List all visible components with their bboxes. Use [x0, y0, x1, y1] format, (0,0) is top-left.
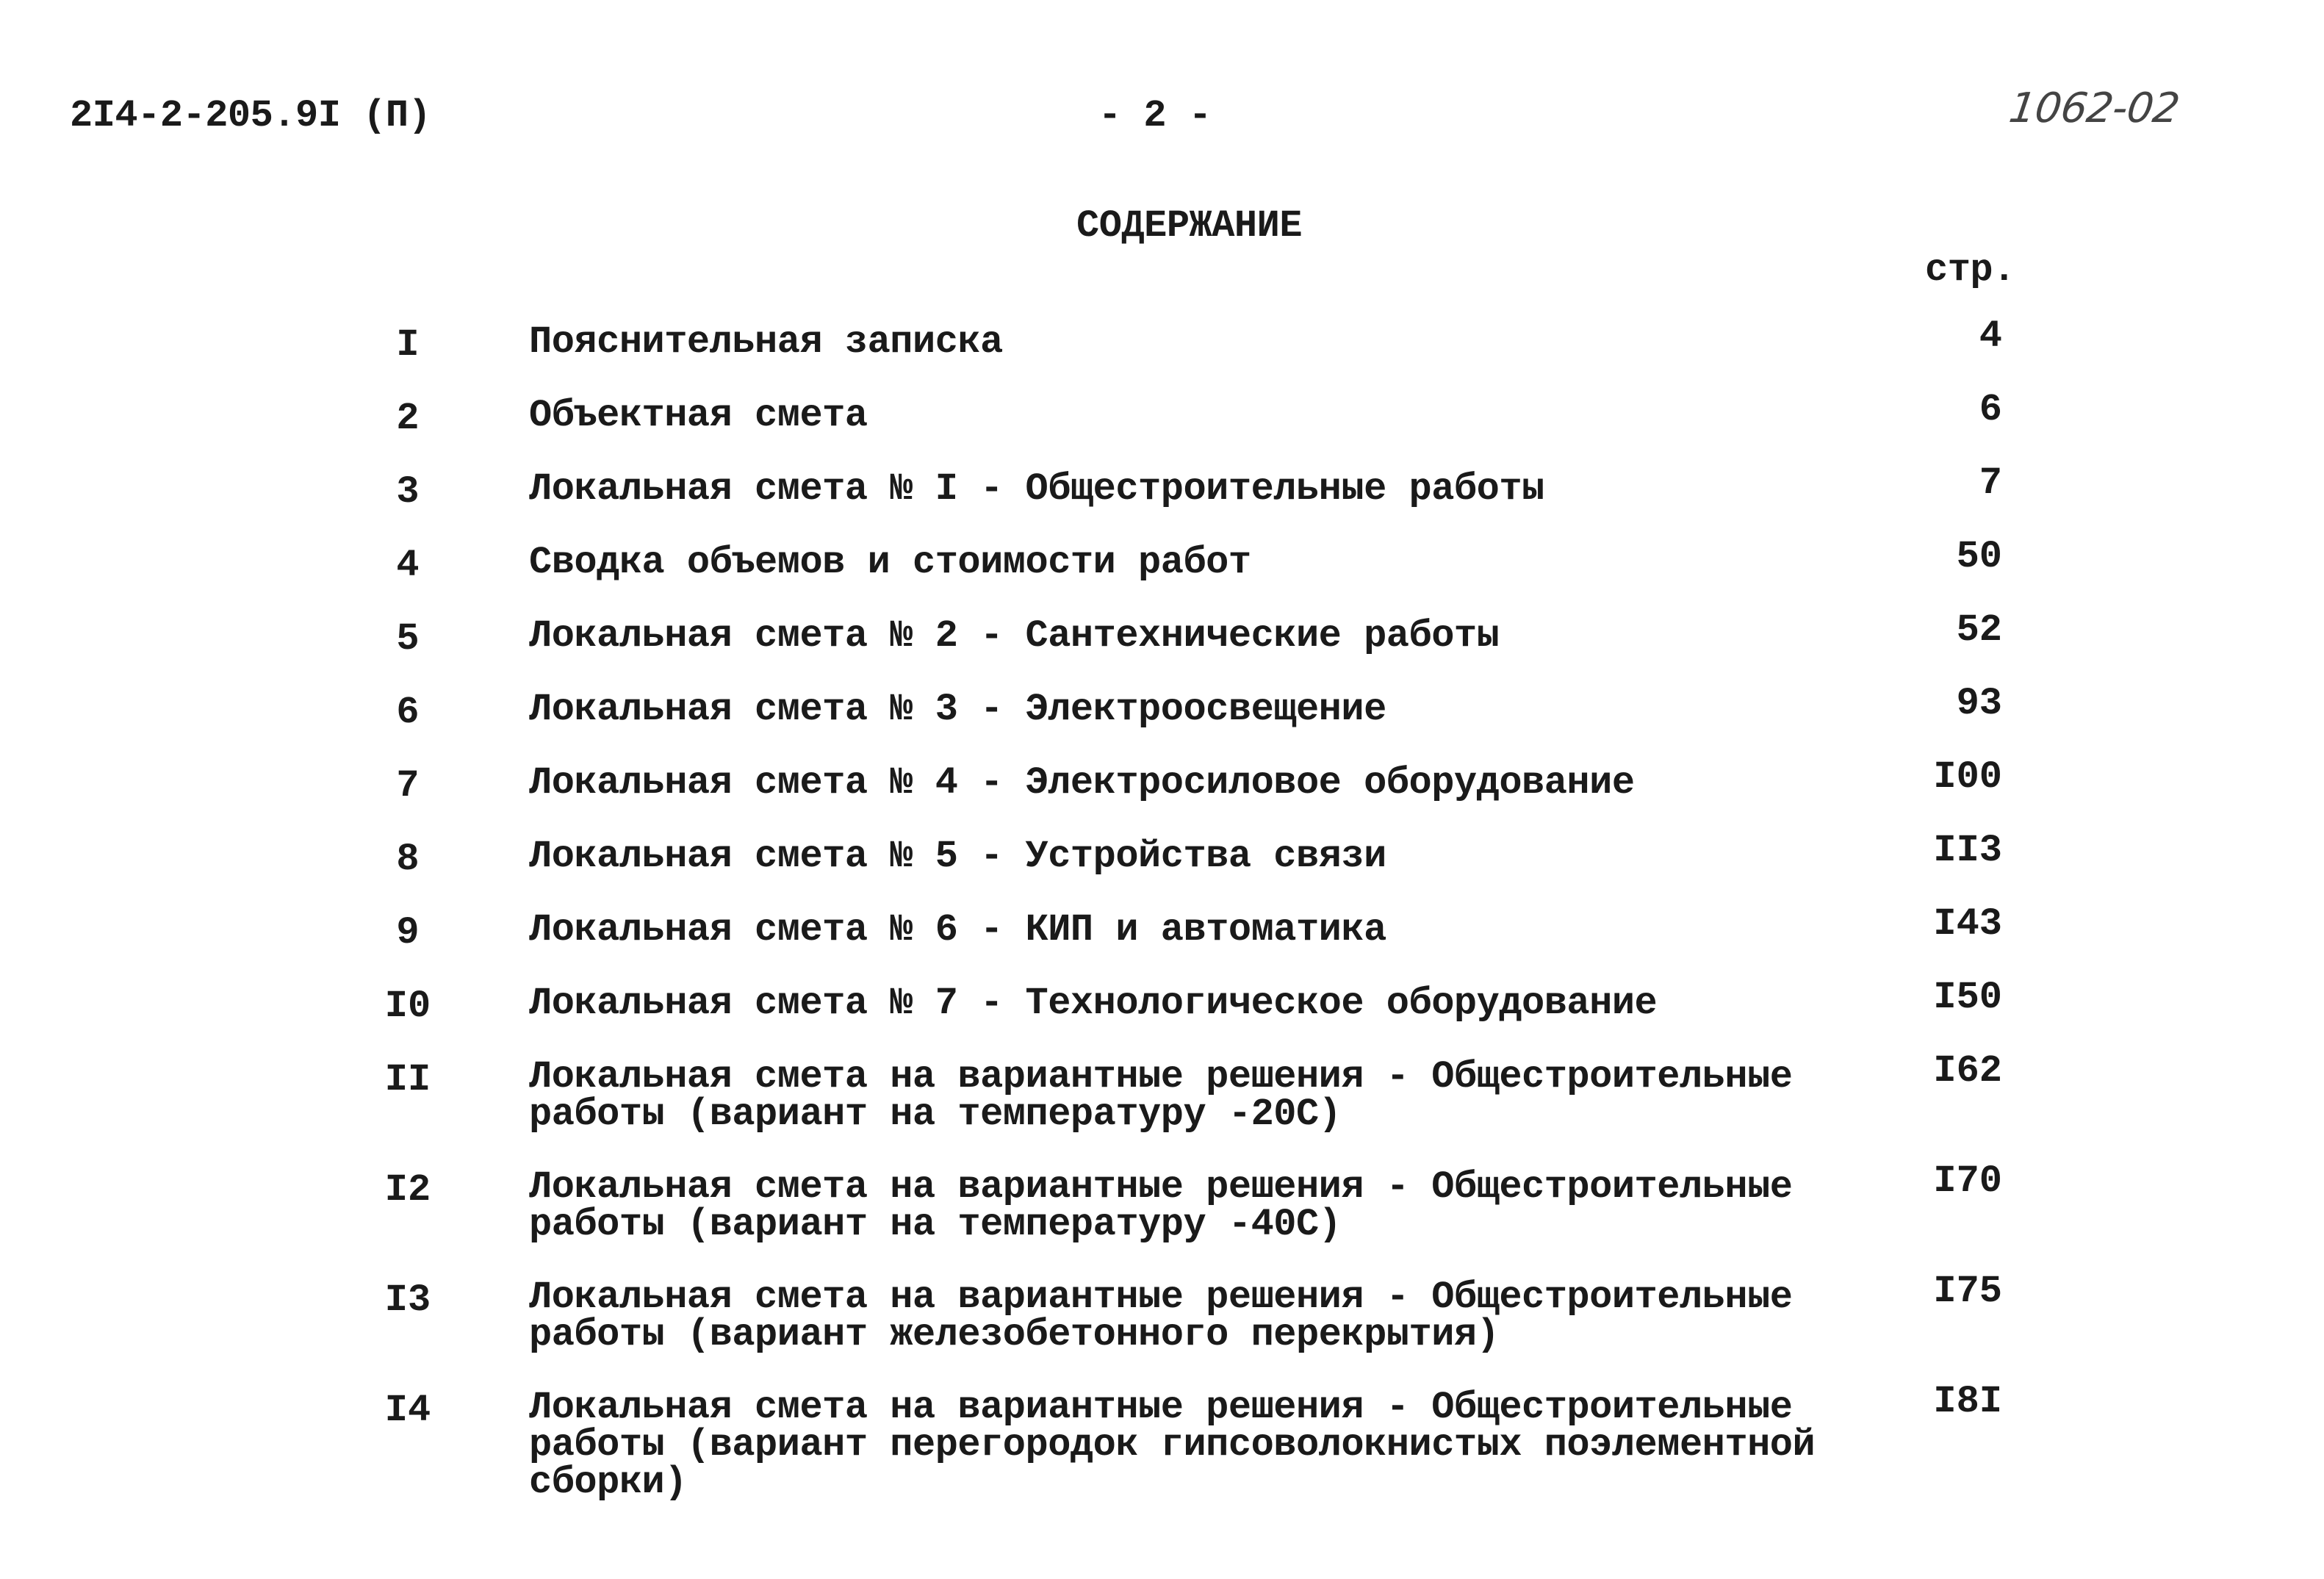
entry-number: 2	[396, 397, 420, 440]
entry-page: 6	[1979, 388, 2002, 431]
entry-title: Локальная смета № 5 - Устройства связи	[529, 835, 1386, 878]
page-column-label: стр.	[1925, 248, 2015, 292]
entry-number: I0	[384, 985, 431, 1028]
entry-page: I70	[1933, 1159, 2002, 1203]
handwritten-note: 1062-02	[2006, 84, 2183, 132]
entry-title: Локальная смета на вариантные решения - Общестроительные работы (вариант на температуру -20С)	[529, 1055, 1793, 1136]
entry-number: 3	[396, 470, 420, 514]
contents-title: СОДЕРЖАНИЕ	[1076, 204, 1303, 248]
page-number: - 2 -	[1098, 94, 1212, 137]
entry-title: Локальная смета на вариантные решения - Общестроительные работы (вариант железобетонного перекрытия)	[529, 1276, 1793, 1356]
entry-title: Локальная смета № 2 - Сантехнические работы	[529, 614, 1500, 658]
entry-number: I3	[384, 1278, 431, 1322]
entry-number: 8	[396, 838, 420, 881]
entry-number: 7	[396, 764, 420, 808]
entry-title: Сводка объемов и стоимости работ	[529, 541, 1251, 584]
entry-page: I43	[1933, 902, 2002, 946]
document-code: 2I4-2-205.9I (П)	[70, 94, 431, 137]
entry-page: II3	[1933, 829, 2002, 872]
entry-number: I	[396, 323, 420, 367]
entry-title: Локальная смета на вариантные решения - Общестроительные работы (вариант перегородок гипсоволокнистых поэлементной сборки)	[529, 1386, 1816, 1504]
entry-page: 93	[1956, 682, 2002, 725]
entry-page: I75	[1933, 1270, 2002, 1313]
entry-title: Локальная смета № 3 - Электроосвещение	[529, 688, 1386, 731]
entry-page: I00	[1933, 755, 2002, 799]
entry-title: Локальная смета № 4 - Электросиловое оборудование	[529, 761, 1635, 805]
entry-page: I8I	[1933, 1380, 2002, 1423]
entry-title: Локальная смета № 6 - КИП и автоматика	[529, 908, 1386, 952]
entry-page: 52	[1956, 608, 2002, 652]
entry-page: 7	[1979, 461, 2002, 505]
entry-page: 50	[1956, 535, 2002, 578]
entry-title: Объектная смета	[529, 394, 868, 437]
entry-title: Пояснительная записка	[529, 320, 1003, 364]
entry-number: 9	[396, 911, 420, 954]
entry-number: I4	[384, 1389, 431, 1432]
entry-page: I50	[1933, 976, 2002, 1019]
entry-page: I62	[1933, 1049, 2002, 1093]
entry-title: Локальная смета № 7 - Технологическое оборудование	[529, 982, 1658, 1025]
entry-title: Локальная смета № I - Общестроительные работы	[529, 467, 1544, 511]
entry-number: I2	[384, 1168, 431, 1212]
entry-page: 4	[1979, 314, 2002, 358]
entry-number: 6	[396, 691, 420, 734]
entry-number: 4	[396, 544, 420, 587]
entry-title: Локальная смета на вариантные решения - Общестроительные работы (вариант на температуру -40С)	[529, 1165, 1793, 1246]
entry-number: 5	[396, 617, 420, 661]
entry-number: II	[384, 1058, 431, 1101]
